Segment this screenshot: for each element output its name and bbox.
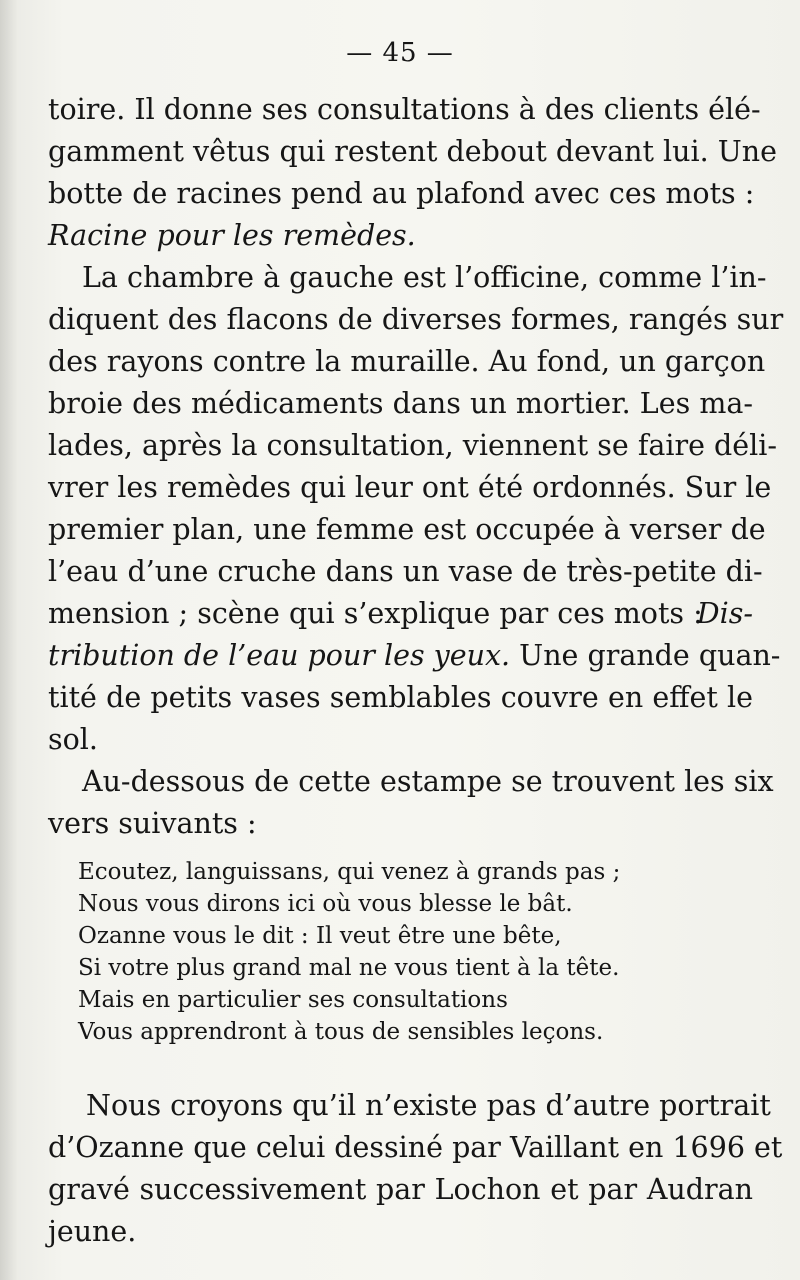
- italic-fragment: tribution de l’eau pour les yeux.: [48, 639, 511, 672]
- text-line-mixed: [48, 594, 753, 634]
- text-line: botte de racines pend au plafond avec ces mots :: [48, 177, 755, 210]
- text-line: broie des médicaments dans un mortier. Les ma-: [48, 387, 753, 420]
- text-line: diquent des flacons de diverses formes, rangés sur: [48, 303, 784, 336]
- paragraph-first-line: Nous croyons qu’il n’existe pas d’autre portrait: [86, 1089, 771, 1122]
- text-line: l’eau d’une cruche dans un vase de très-petite di-: [48, 555, 763, 588]
- text-fragment: mension ; scène qui s’explique par ces mots :: [48, 597, 703, 630]
- verse-line: Mais en particulier ses consultations: [78, 987, 508, 1013]
- text-line: sol.: [48, 723, 98, 756]
- italic-fragment: Dis-: [696, 597, 753, 630]
- verse-line: Vous apprendront à tous de sensibles leçons.: [78, 1019, 604, 1045]
- text-line: premier plan, une femme est occupée à verser de: [48, 513, 766, 546]
- text-line: gravé successivement par Lochon et par Audran: [48, 1173, 753, 1206]
- text-line: des rayons contre la muraille. Au fond, un garçon: [48, 345, 766, 378]
- italic-caption: Racine pour les remèdes.: [48, 219, 416, 252]
- verse-line: Nous vous dirons ici où vous blesse le bât.: [78, 891, 573, 917]
- text-line: d’Ozanne que celui dessiné par Vaillant en 1696 et: [48, 1131, 783, 1164]
- text-line: toire. Il donne ses consultations à des clients élé-: [48, 93, 761, 126]
- text-line: vers suivants :: [48, 807, 257, 840]
- text-line: lades, après la consultation, viennent se faire déli-: [48, 429, 778, 462]
- text-fragment: Une grande quan-: [510, 639, 781, 672]
- page-number: — 45 —: [346, 38, 454, 68]
- verse-line: Si votre plus grand mal ne vous tient à la tête.: [78, 955, 620, 981]
- text-line-mixed: [48, 636, 781, 676]
- paragraph-first-line: La chambre à gauche est l’officine, comme l’in-: [82, 261, 767, 294]
- paragraph-first-line: Au-dessous de cette estampe se trouvent les six: [82, 765, 774, 798]
- text-line: gamment vêtus qui restent debout devant lui. Une: [48, 135, 777, 168]
- text-line: tité de petits vases semblables couvre en effet le: [48, 681, 753, 714]
- gutter-shadow: [0, 0, 18, 1280]
- text-line: vrer les remèdes qui leur ont été ordonnés. Sur le: [48, 471, 772, 504]
- verse-line: Ecoutez, languissans, qui venez à grands pas ;: [78, 859, 621, 885]
- verse-line: Ozanne vous le dit : Il veut être une bête,: [78, 923, 562, 949]
- text-line: jeune.: [48, 1215, 137, 1248]
